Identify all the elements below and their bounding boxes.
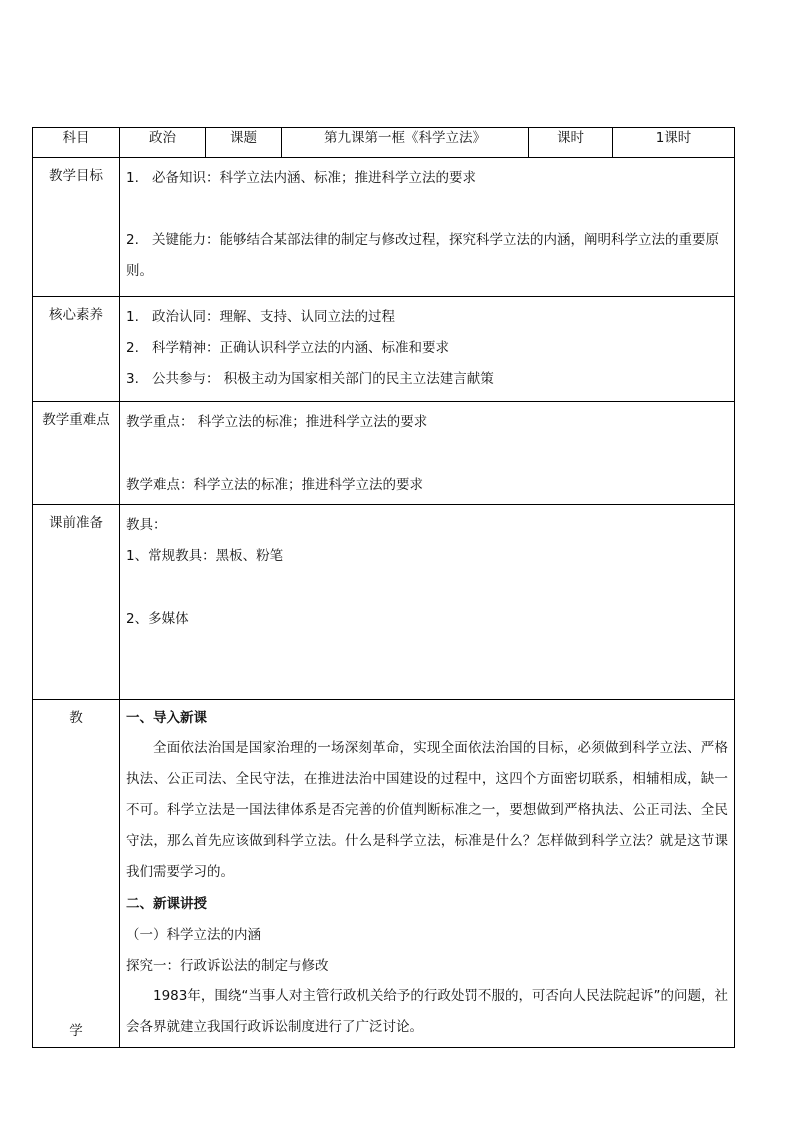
literacy-text: 公共参与： 积极主动为国家相关部门的民主立法建言献策 <box>152 370 494 387</box>
section-heading: 二、新课讲授 <box>126 895 207 912</box>
process-label-top: 教 <box>69 710 83 726</box>
process-label <box>33 700 120 1048</box>
process-content <box>120 700 735 1048</box>
literacy-item <box>126 363 728 394</box>
goals-content <box>120 158 735 297</box>
section-heading: 一、导入新课 <box>126 709 207 726</box>
keypoints-label: 教学重难点 <box>33 402 120 505</box>
goal-text: 关键能力：能够结合某部法律的制定与修改过程，探究科学立法的内涵，阐明科学立法的重要原则。 <box>126 232 719 279</box>
prep-line: 教具： <box>126 516 167 533</box>
topic-label: 课题 <box>206 128 282 158</box>
inquiry-heading: 探究一：行政诉讼法的制定与修改 <box>126 957 329 974</box>
literacy-label: 核心素养 <box>33 297 120 402</box>
goal-item <box>126 225 728 287</box>
goals-row <box>33 158 735 297</box>
subject-label: 科目 <box>33 128 120 158</box>
literacy-text: 科学精神：正确认识科学立法的内涵、标准和要求 <box>152 339 449 356</box>
hours-label: 课时 <box>529 128 613 158</box>
case-paragraph: 1983年，围绕“当事人对主管行政机关给予的行政处罚不服的，可否向人民法院起诉”的问题，社会各界就建立我国行政诉讼制度进行了广泛讨论。 <box>126 988 728 1035</box>
literacy-item <box>126 301 728 332</box>
focus-text: 教学重点： 科学立法的标准；推进科学立法的要求 <box>126 413 428 430</box>
prep-row <box>33 505 735 700</box>
topic-value: 第九课第一框《科学立法》 <box>282 128 529 158</box>
prep-content <box>120 505 735 700</box>
process-label-bottom: 学 <box>69 1023 83 1039</box>
literacy-num: 2. <box>126 339 139 356</box>
hours-value: 1课时 <box>613 128 735 158</box>
intro-paragraph: 全面依法治国是国家治理的一场深刻革命，实现全面依法治国的目标，必须做到科学立法、严格执法、公正司法、全民守法，在推进法治中国建设的过程中，这四个方面密切联系，相辅相成，缺一不可。科学立法是一国法律体系是否完善的价值判断标准之一，要想做到严格执法、公正司法、全民守法，那么首先应该做到科学立法。什么是科学立法，标准是什么？怎样做到科学立法？就是这节课我们需要学习的。 <box>126 740 728 880</box>
process-row <box>33 700 735 1048</box>
literacy-row <box>33 297 735 402</box>
literacy-num: 1. <box>126 308 139 325</box>
lesson-plan-table <box>32 127 735 1048</box>
literacy-num: 3. <box>126 370 139 387</box>
literacy-text: 政治认同：理解、支持、认同立法的过程 <box>152 308 395 325</box>
prep-line: 1、常规教具：黑板、粉笔 <box>126 547 284 564</box>
goal-num: 2. <box>126 232 139 248</box>
subsection-heading: （一）科学立法的内涵 <box>126 926 261 943</box>
difficulty-text: 教学难点：科学立法的标准；推进科学立法的要求 <box>126 476 423 493</box>
goal-text: 必备知识：科学立法内涵、标准；推进科学立法的要求 <box>152 169 476 186</box>
keypoints-row <box>33 402 735 505</box>
literacy-item <box>126 332 728 363</box>
goals-label: 教学目标 <box>33 158 120 297</box>
header-row <box>33 128 735 158</box>
goal-item <box>126 162 728 193</box>
goal-num: 1. <box>126 169 139 186</box>
prep-label: 课前准备 <box>33 505 120 700</box>
keypoints-content <box>120 402 735 505</box>
subject-value: 政治 <box>120 128 206 158</box>
prep-line: 2、多媒体 <box>126 610 189 627</box>
literacy-content <box>120 297 735 402</box>
